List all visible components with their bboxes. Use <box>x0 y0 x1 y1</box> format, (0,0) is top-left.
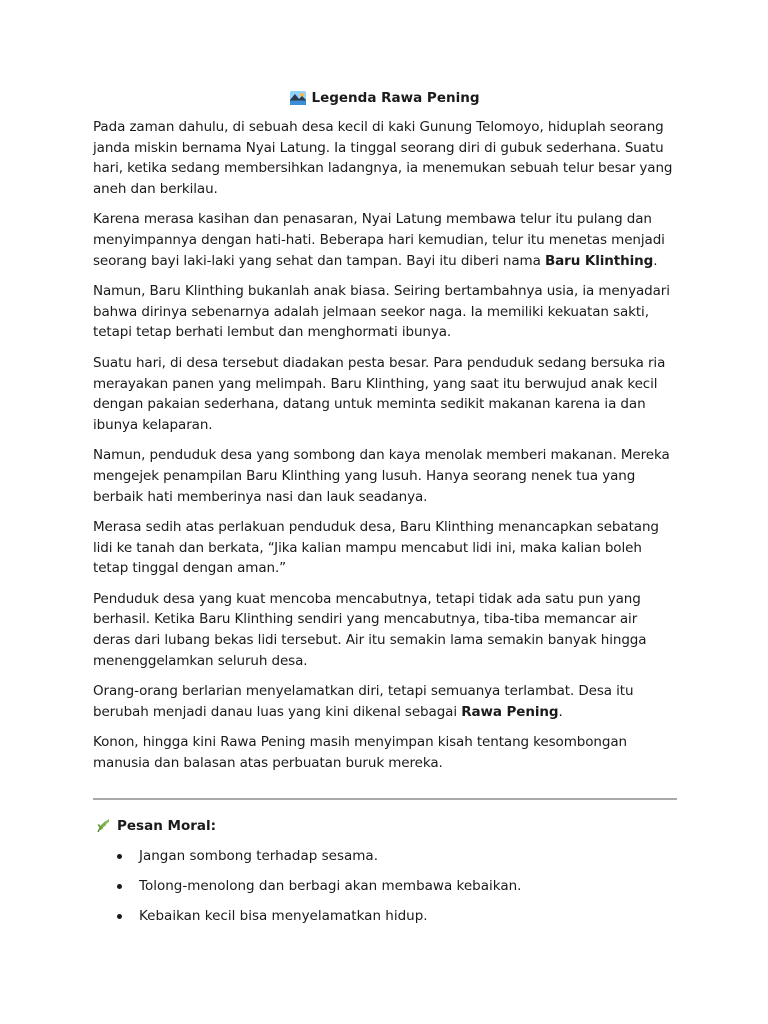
moral-heading <box>95 816 677 836</box>
section-divider <box>93 798 677 800</box>
herb-leaf-icon <box>95 818 111 834</box>
paragraph-text: . <box>653 252 658 269</box>
moral-item-text: Kebaikan kecil bisa menyelamatkan hidup. <box>139 907 428 924</box>
paragraph-text: Suatu hari, di desa tersebut diadakan pesta besar. Para penduduk sedang bersuka ria merayakan panen yang melimpah. Baru Klinthing, yang saat itu berwujud anak kecil dengan pakaian sederhana, datang untuk meminta sedikit makanan karena ia dan ibunya kelaparan. <box>93 354 666 433</box>
story-paragraph <box>93 209 677 271</box>
paragraph-text: Konon, hingga kini Rawa Pening masih menyimpan kisah tentang kesombongan manusia dan balasan atas perbuatan buruk mereka. <box>93 734 627 772</box>
story-paragraph <box>93 281 677 343</box>
story-paragraph <box>93 353 677 435</box>
story-paragraph <box>93 117 677 199</box>
moral-item-text: Jangan sombong terhadap sesama. <box>139 847 378 864</box>
moral-item <box>93 906 677 926</box>
paragraph-text: Penduduk desa yang kuat mencoba mencabutnya, tetapi tidak ada satu pun yang berhasil. Ketika Baru Klinthing sendiri yang mencabutnya, tiba-tiba memancar air deras dari lubang bekas lidi tersebut. Air itu semakin lama semakin banyak hingga menenggelamkan seluruh desa. <box>93 590 647 669</box>
story-paragraph <box>93 681 677 722</box>
lake-scene-icon <box>290 91 306 105</box>
story-title-text: Legenda Rawa Pening <box>311 90 480 106</box>
moral-item-text: Tolong-menolong dan berbagi akan membawa kebaikan. <box>139 877 522 894</box>
moral-item <box>93 846 677 866</box>
story-paragraph <box>93 732 677 773</box>
story-paragraph <box>93 445 677 507</box>
moral-list <box>93 846 677 926</box>
bold-name: Rawa Pening <box>461 703 559 720</box>
bullet-icon <box>117 914 122 919</box>
bold-name: Baru Klinthing <box>544 252 654 269</box>
story-paragraph <box>93 589 677 671</box>
bullet-icon <box>117 854 122 859</box>
paragraph-text: Namun, Baru Klinthing bukanlah anak biasa. Seiring bertambahnya usia, ia menyadari bahwa dirinya sebenarnya adalah jelmaan seekor naga. Ia memiliki kekuatan sakti, tetapi tetap berhati lembut dan menghormati ibunya. <box>93 283 670 341</box>
paragraph-text: . <box>558 703 563 720</box>
paragraph-text: Karena merasa kasihan dan penasaran, Nyai Latung membawa telur itu pulang dan menyimpannya dengan hati-hati. Beberapa hari kemudian, telur itu menetas menjadi seorang bayi laki-laki yang sehat dan tampan. Bayi itu diberi nama <box>93 211 665 269</box>
moral-heading-text: Pesan Moral: <box>117 817 217 834</box>
paragraph-text: Merasa sedih atas perlakuan penduduk desa, Baru Klinthing menancapkan sebatang lidi ke tanah dan berkata, “Jika kalian mampu mencabut lidi ini, maka kalian boleh tetap tinggal dengan aman.” <box>93 519 659 577</box>
story-paragraph <box>93 517 677 579</box>
paragraph-text: Pada zaman dahulu, di sebuah desa kecil di kaki Gunung Telomoyo, hiduplah seorang janda miskin bernama Nyai Latung. Ia tinggal seorang diri di gubuk sederhana. Suatu hari, ketika sedang membersihkan ladangnya, ia menemukan sebuah telur besar yang aneh dan berkilau. <box>93 119 673 197</box>
story-body <box>93 117 677 774</box>
paragraph-text: Namun, penduduk desa yang sombong dan kaya menolak memberi makanan. Mereka mengejek penampilan Baru Klinthing yang lusuh. Hanya seorang nenek tua yang berbaik hati memberinya nasi dan lauk seadanya. <box>93 447 670 505</box>
bullet-icon <box>117 884 122 889</box>
story-title <box>93 88 677 108</box>
moral-item <box>93 876 677 896</box>
story-page <box>93 88 677 936</box>
paragraph-text: Orang-orang berlarian menyelamatkan diri, tetapi semuanya terlambat. Desa itu berubah menjadi danau luas yang kini dikenal sebagai <box>93 683 634 720</box>
